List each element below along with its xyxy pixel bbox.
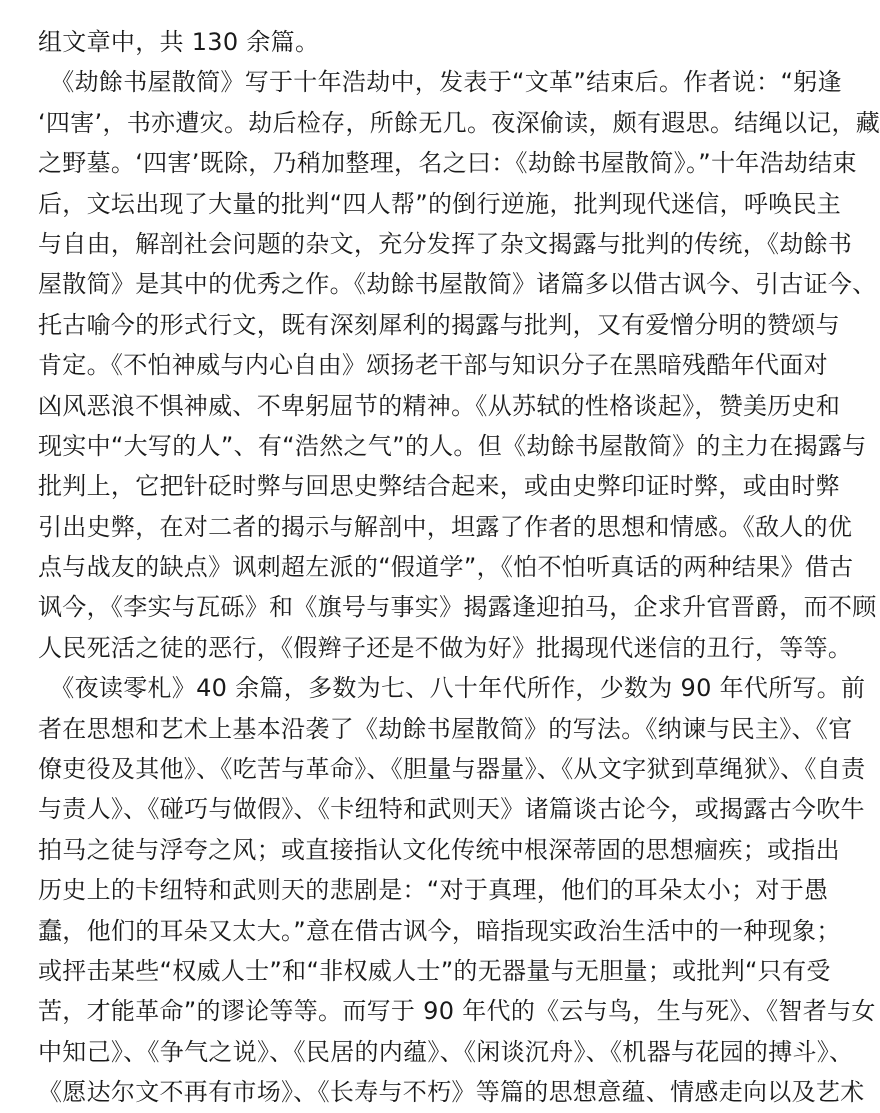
text-line: 蠢，他们的耳朵又太大。”意在借古讽今，暗指现实政治生活中的一种现象；: [38, 916, 841, 945]
text-line: 现实中“大写的人”、有“浩然之气”的人。但《劫餘书屋散简》的主力在揭露与: [38, 431, 867, 460]
text-line: 苦，才能革命”的谬论等等。而写于 90 年代的《云与鸟，生与死》、《智者与女: [38, 997, 876, 1026]
text-line: 肯定。《不怕神威与内心自由》颂扬老干部与知识分子在黑暗残酷年代面对: [38, 351, 828, 380]
text-line: 托古喻今的形式行文，既有深刻犀利的揭露与批判，又有爱憎分明的赞颂与: [38, 310, 840, 339]
text-line: 后，文坛出现了大量的批判“四人帮”的倒行逆施，批判现代迷信，呼唤民主: [38, 189, 842, 218]
text-line: 中知己》、《争气之说》、《民居的内蕴》、《闲谈沉舟》、《机器与花园的搏斗》、: [38, 1037, 854, 1066]
text-line: 历史上的卡纽特和武则天的悲剧是：“对于真理，他们的耳朵太小；对于愚: [38, 876, 829, 905]
text-line: 之野墓。‘四害’既除，乃稍加整理，名之曰：《劫餘书屋散简》。”十年浩劫结束: [38, 149, 857, 178]
text-line: 拍马之徒与浮夸之风；或直接指认文化传统中根深蒂固的思想痼疾；或指出: [38, 835, 840, 864]
text-line: 与自由，解剖社会问题的杂文，充分发挥了杂文揭露与批判的传统，《劫餘书: [38, 229, 853, 258]
text-line: 者在思想和艺术上基本沿袭了《劫餘书屋散简》的写法。《纳谏与民主》、《官: [38, 714, 853, 743]
text-line: 《愿达尔文不再有市场》、《长寿与不朽》等篇的思想意蕴、情感走向以及艺术: [38, 1078, 865, 1107]
text-line: 引出史弊，在对二者的揭示与解剖中，坦露了作者的思想和情感。《敌人的优: [38, 512, 853, 541]
text-line: 凶风恶浪不惧神威、不卑躬屈节的精神。《从苏轼的性格谈起》，赞美历史和: [38, 391, 841, 420]
text-line: 组文章中，共 130 余篇。: [38, 28, 320, 56]
text-line: 批判上，它把针砭时弊与回思史弊结合起来，或由史弊印证时弊，或由时弊: [38, 472, 840, 501]
text-line: ‘四害’，书亦遭灾。劫后检存，所餘无几。夜深偷读，颇有遐思。结绳以记，藏: [38, 108, 880, 137]
text-line: 人民死活之徒的恶行，《假辫子还是不做为好》批揭现代迷信的丑行，等等。: [38, 633, 853, 662]
text-line: 或抨击某些“权威人士”和“非权威人士”的无器量与无胆量；或批判“只有受: [38, 956, 831, 985]
text-line: 屋散简》是其中的优秀之作。《劫餘书屋散简》诸篇多以借古讽今、引古证今、: [38, 270, 877, 299]
text-line: 与责人》、《碰巧与做假》、《卡纽特和武则天》诸篇谈古论今，或揭露古今吹牛: [38, 795, 865, 824]
text-line: 点与战友的缺点》讽刺超左派的“假道学”，《怕不怕听真话的两种结果》借古: [38, 553, 854, 582]
text-line: 《夜读零札》40 余篇，多数为七、八十年代所作，少数为 90 年代所写。前: [38, 674, 866, 703]
text-line: 《劫餘书屋散简》写于十年浩劫中，发表于“文革”结束后。作者说：“躬逢: [38, 68, 842, 97]
text-line: 僚吏役及其他》、《吃苦与革命》、《胆量与器量》、《从文字狱到草绳狱》、《自责: [38, 755, 866, 784]
text-line: 讽今，《李实与瓦砾》和《旗号与事实》揭露逢迎拍马，企求升官晋爵，而不顾: [38, 593, 877, 622]
